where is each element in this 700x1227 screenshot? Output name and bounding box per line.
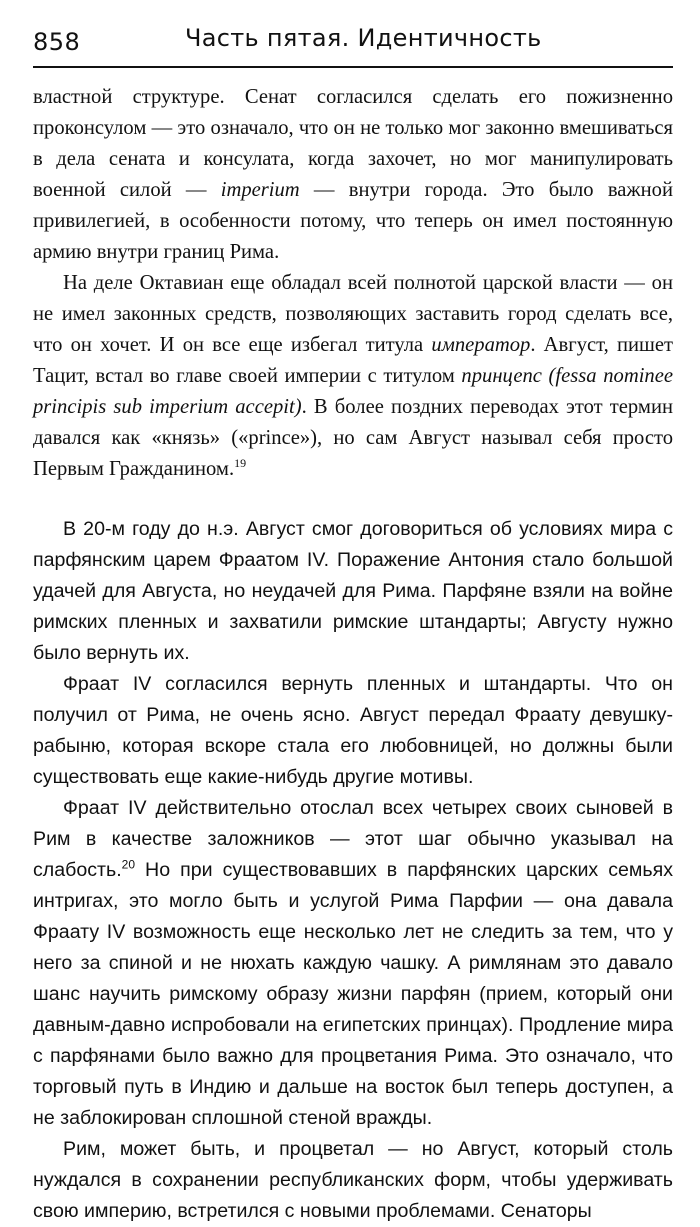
term-imperator: император — [431, 334, 531, 356]
paragraph-3: В 20-м году до н.э. Август смог договориться об условиях мира с парфянским царем Фраатом IV. Поражение Антония стало большой удачей для Августа, но неудачей для Рима. Парфяне взяли на войне римских пленных и захватили римские штандарты; Августу нужно было вернуть их. — [33, 518, 673, 664]
page-header — [33, 18, 673, 62]
paragraph-1 — [33, 82, 673, 268]
paragraph-5-end: Но при существовавших в парфянских царских семьях интригах, это могло быть и услугой Рима Парфии — она давала Фраату IV возможность еще несколько лет не следить за тем, что у него за спиной и не нюхать каждую чашку. А римлянам это давало шанс научить римскому образу жизни парфян (прием, который они давным-давно испробовали на египетских принцах). Продление мира с парфянами было важно для процветания Рима. Это означало, что торговый путь в Индию и дальше на восток был теперь доступен, а не заблокирован сплошной стеной вражды. — [33, 859, 673, 1129]
paragraph-2-mid: . Август, пишет Тацит, встал во главе своей империи с титулом — [33, 334, 673, 387]
paragraph-2-text: На деле Октавиан еще обладал всей полнотой царской власти — он не имел законных средств, позволяющих заставить город сделать все, что он хочет. И он все еще избегал титула — [33, 272, 673, 356]
serif-section — [33, 82, 673, 485]
paragraph-1-text: властной структуре. Сенат согласился сделать его пожизненно проконсулом — это означало, что он не только мог законно вмешиваться в дела сената и консулата, когда захочет, но мог манипулировать военной силой — — [33, 86, 673, 201]
paragraph-4: Фраат IV согласился вернуть пленных и штандарты. Что он получил от Рима, не очень ясно. Август передал Фраату девушку-рабыню, которая вскоре стала его любовницей, но должны были существовать еще какие-нибудь другие мотивы. — [33, 673, 673, 788]
term-princeps: принцепс (fessa nominee principis sub imperium accepit) — [33, 365, 673, 418]
paragraph-5 — [33, 793, 673, 1134]
term-imperium: imperium — [220, 179, 300, 201]
paragraph-2 — [33, 268, 673, 485]
paragraph-1-end: — внутри города. Это было важной привилегией, в особенности потому, что теперь он имел постоянную армию внутри границ Рима. — [33, 179, 673, 263]
paragraph-2-end: . В более поздних переводах этот термин давался как «князь» («prince»), но сам Август называл себя просто Первым Гражданином. — [33, 396, 673, 480]
sans-section — [33, 514, 673, 1227]
book-page — [33, 18, 673, 1227]
header-rule — [33, 66, 673, 68]
page-number: 858 — [33, 28, 81, 56]
running-title: Часть пятая. Идентичность — [185, 24, 542, 52]
footnote-ref-20: 20 — [121, 857, 136, 872]
paragraph-6: Рим, может быть, и процветал — но Август, который столь нуждался в сохранении республиканских форм, чтобы удерживать свою империю, встретился с новыми проблемами. Сенаторы — [33, 1138, 673, 1222]
paragraph-5-text: Фраат IV действительно отослал всех четырех своих сыновей в Рим в качестве заложников — этот шаг обычно указывал на слабость. — [33, 797, 673, 881]
section-gap — [33, 485, 673, 514]
footnote-ref-19: 19 — [234, 456, 247, 471]
